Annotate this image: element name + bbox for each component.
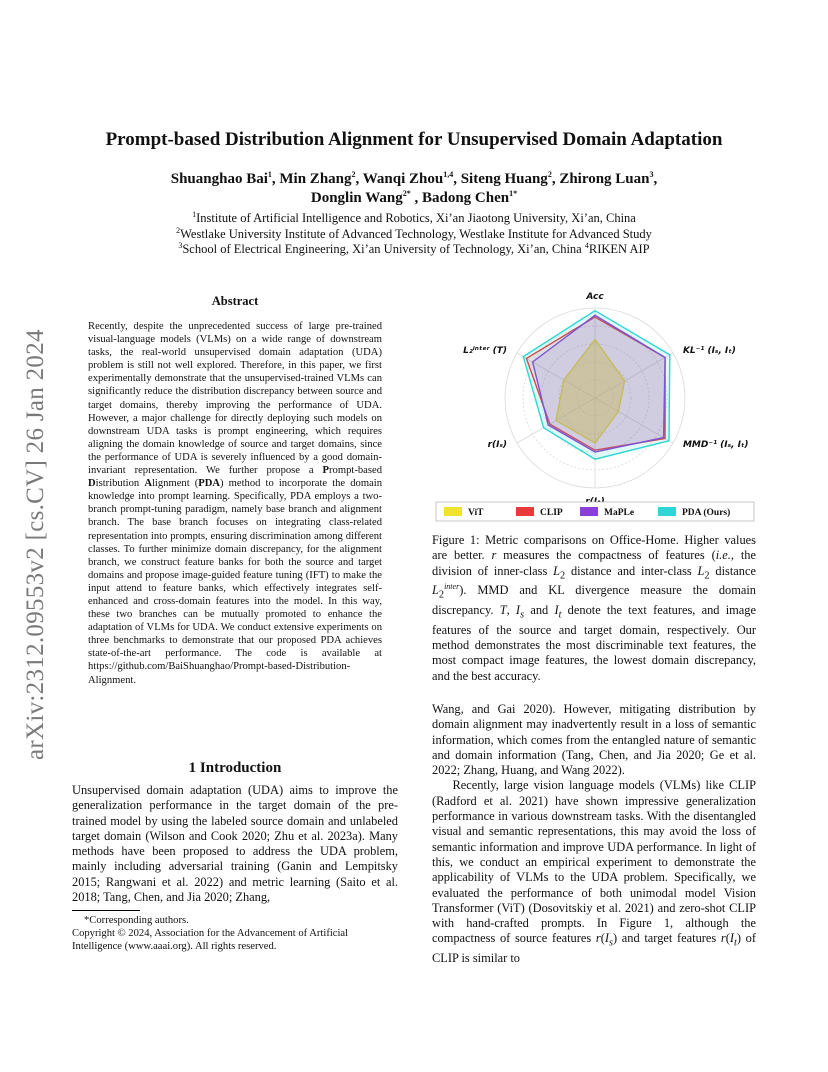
axis-label-5: r(Iₛ) <box>487 440 508 450</box>
footnote-divider <box>72 910 140 911</box>
footnote <box>72 914 398 953</box>
footnote-copyright: Copyright © 2024, Association for the Advancement of Artificial Intelligence (www.aaai.org). All rights reserved. <box>72 928 349 952</box>
legend-label-4: PDA (Ours) <box>682 508 731 518</box>
figure-caption: Figure 1: Metric comparisons on Office-Home. Higher values are better. r measures the compactness of features (i.e., the division of inner-class $L_2$ distance and inter-class $L_2$ distance $L_2^{inter}$). MMD and KL divergence measure the domain discrepancy. T, $I_s$ and $I_t$ denote the text features, and image features of the source and target domain, respectively. Our method demonstrates the most discriminable text features, the most compact image features, the lowest domain discrepancy, and the best accuracy. <box>432 533 756 683</box>
affiliation-3: $^3$School of Electrical Engineering, Xi’an University of Technology, Xi’an, China $^4$RIKEN AIP <box>178 240 650 256</box>
legend-swatch-4 <box>658 507 676 516</box>
affiliation-2: $^2$Westlake University Institute of Advanced Technology, Westlake Institute for Advanced Study <box>176 225 652 241</box>
legend-swatch-2 <box>516 507 534 516</box>
affiliations <box>100 211 728 258</box>
radar-chart <box>430 288 760 524</box>
affiliation-1: $^1$Institute of Artificial Intelligence and Robotics, Xi’an Jiaotong University, Xi’an, China <box>192 209 636 225</box>
abstract-heading: Abstract <box>211 294 259 308</box>
introduction-heading: 1 Introduction <box>188 760 282 776</box>
footnote-corresponding: *Corresponding authors. <box>84 915 189 926</box>
introduction-body: Unsupervised domain adaptation (UDA) aims to improve the generalization performance in the target domain of the pre-trained model by using the labeled source domain and unlabeled target domain (Wilson and Cook 2020; Zhu et al. 2023a). Many methods have been proposed to address the UDA problem, mainly including adversarial training (Ganin and Lempitsky 2015; Rangwani et al. 2022) and metric learning (Saito et al. 2018; Tang, Chen, and Jia 2020; Zhang, <box>72 783 398 905</box>
radar-legend <box>436 502 754 521</box>
radar-series <box>523 311 670 460</box>
arxiv-stamp: arXiv:2312.09553v2 [cs.CV] 26 Jan 2024 <box>22 329 49 760</box>
legend-label-1: ViT <box>468 508 484 518</box>
axis-label-6: L₂ⁱⁿᵗᵉʳ (T) <box>463 346 508 356</box>
author-list <box>100 170 728 208</box>
series-pda-ours- <box>523 311 670 460</box>
author-line-2: Donglin Wang$^{2*}$ , Badong Chen$^{1*}$ <box>310 189 518 206</box>
axis-label-2: KL⁻¹ (Iₛ, Iₜ) <box>682 346 736 356</box>
legend-swatch-1 <box>444 507 462 516</box>
legend-label-2: CLIP <box>540 508 563 518</box>
axis-label-1: Acc <box>586 292 604 302</box>
paper-title: Prompt-based Distribution Alignment for Unsupervised Domain Adaptation <box>105 129 723 150</box>
legend-label-3: MaPLe <box>604 508 635 518</box>
legend-swatch-3 <box>580 507 598 516</box>
author-line-1: Shuanghao Bai$^1$, Min Zhang$^2$, Wanqi Zhou$^{1,4}$, Siteng Huang$^2$, Zhirong Luan$^3$, <box>170 170 658 187</box>
axis-label-3: MMD⁻¹ (Iₛ, Iₜ) <box>682 440 749 450</box>
abstract-body: Recently, despite the unprecedented success of large pre-trained visual-language models (VLMs) on a wide range of downstream tasks, the real-world unsupervised domain adaptation (UDA) problem is still not well explored. Therefore, in this paper, we first experimentally demonstrate that the unsupervised-trained VLMs can significantly reduce the distribution discrepancy between source and target domains, thereby improving the performance of UDA. However, a major challenge for directly deploying such models on downstream UDA tasks is prompt engineering, which requires aligning the domain knowledge of source and target domains, since the performance of UDA is severely influenced by a good domain-invariant representation. We further propose a Prompt-based Distribution Alignment (PDA) method to incorporate the domain knowledge into prompt learning. Specifically, PDA employs a two-branch prompt-tuning paradigm, namely base branch and alignment branch. The base branch focuses on integrating class-related representation into prompts, ensuring discrimination among different classes. To further minimize domain discrepancy, for the alignment branch, we construct feature banks for both the source and target domains and propose image-guided feature tuning (IFT) to make the input attend to feature banks, which effectively integrates self-enhanced and cross-domain features into the model. In this way, these two branches can be mutually promoted to enhance the adaptation of VLMs for UDA. We conduct extensive experiments on three benchmarks to demonstrate that our proposed PDA achieves state-of-the-art performance. The code is available at https://github.com/BaiShuanghao/Prompt-based-Distribution-Alignment. <box>88 321 383 686</box>
right-column-body: Wang, and Gai 2020). However, mitigating distribution by domain alignment may inadvertently result in a loss of semantic information, which comes from the entangled nature of semantic and domain information (Tang, Chen, and Jia 2020; Ge et al. 2022; Zhang, Huang, and Wang 2022). Recently, large vision language models (VLMs) like CLIP (Radford et al. 2021) have shown impressive generalization performance in various downstream tasks. With the disentangled visual and semantic representations, this may avoid the loss of semantic information and improve UDA performance. In light of this, we conduct an empirical experiment to demonstrate the applicability of VLMs to the UDA problem. Specifically, we evaluated the performance of both unimodal model Vision Transformer (ViT) (Dosovitskiy et al. 2021) and zero-shot CLIP with hand-crafted prompts. In Figure 1, although the compactness of source features $r(I_s)$ and target features $r(I_t)$ of CLIP is similar to <box>432 702 756 966</box>
